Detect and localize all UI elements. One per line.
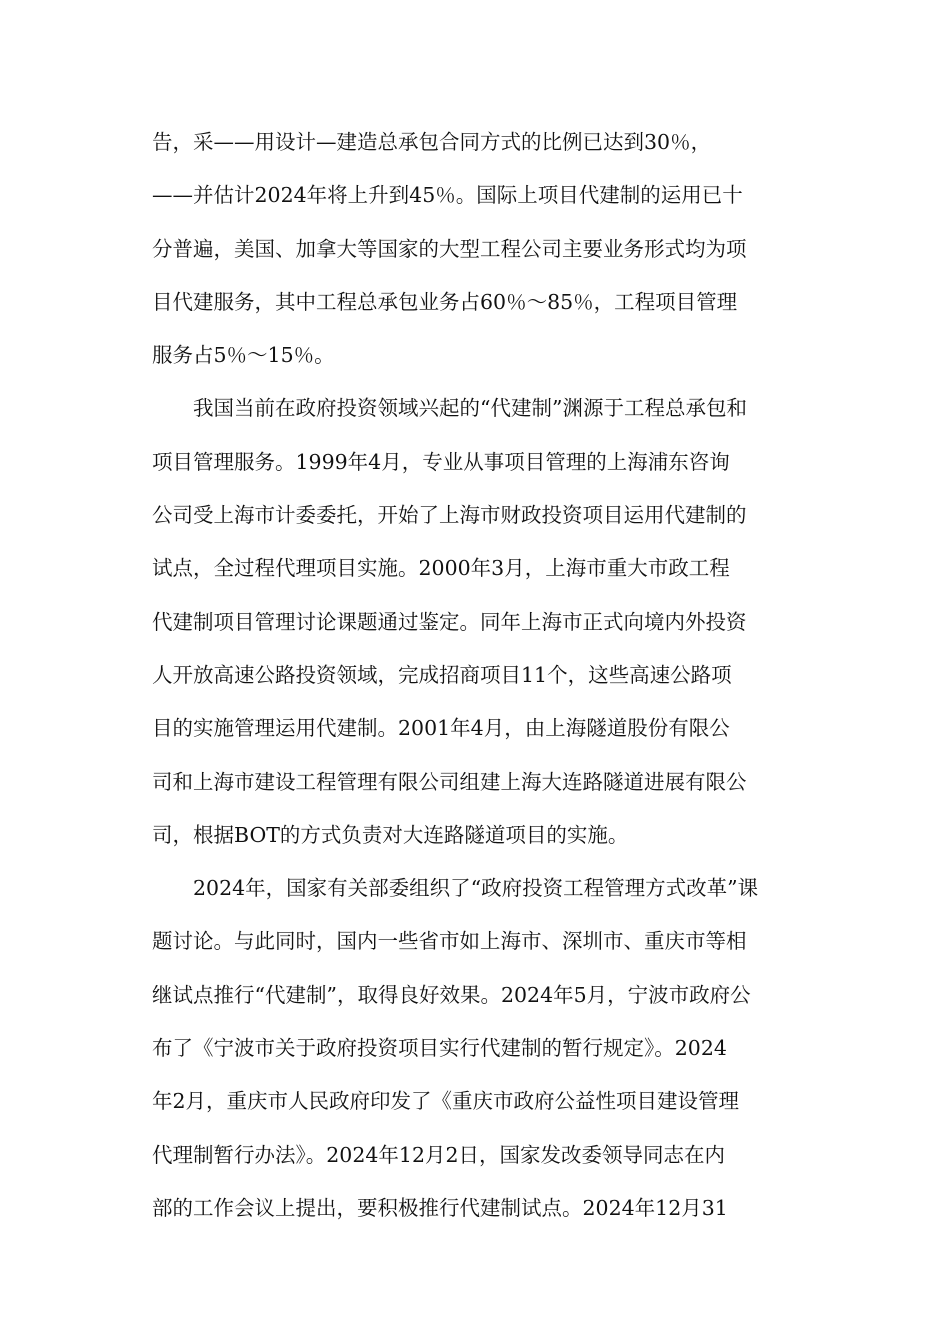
text-line: 部的工作会议上提出，要积极推行代建制试点。2024年12月31 bbox=[152, 1195, 728, 1220]
text-line: ——并估计2024年将上升到45％。国际上项目代建制的运用已十 bbox=[152, 183, 743, 208]
text-line: 代建制项目管理讨论课题通过鉴定。同年上海市正式向境内外投资 bbox=[152, 609, 747, 634]
body-text bbox=[152, 116, 802, 1235]
text-line: 人开放高速公路投资领域，完成招商项目11个，这些高速公路项 bbox=[152, 662, 732, 687]
text-line: 目的实施管理运用代建制。2001年4月，由上海隧道股份有限公 bbox=[152, 716, 730, 741]
paragraph-first-line: 我国当前在政府投资领域兴起的“代建制”渊源于工程总承包和 bbox=[193, 396, 747, 421]
text-line: 项目管理服务。1999年4月，专业从事项目管理的上海浦东咨询 bbox=[152, 449, 730, 474]
text-line: 目代建服务，其中工程总承包业务占60％～85％，工程项目管理 bbox=[152, 289, 738, 314]
text-line: 告，采——用设计—建造总承包合同方式的比例已达到30％， bbox=[152, 130, 712, 154]
text-line: 服务占5％～15％。 bbox=[152, 343, 335, 368]
text-line: 司，根据BOT的方式负责对大连路隧道项目的实施。 bbox=[152, 822, 629, 847]
text-line: 公司受上海市计委委托，开始了上海市财政投资项目运用代建制的 bbox=[152, 503, 747, 528]
text-line: 年2月，重庆市人民政府印发了《重庆市政府公益性项目建设管理 bbox=[152, 1089, 740, 1114]
paragraph-first-line: 2024年，国家有关部委组织了“政府投资工程管理方式改革”课 bbox=[193, 876, 759, 901]
text-line: 分普遍，美国、加拿大等国家的大型工程公司主要业务形式均为项 bbox=[152, 236, 747, 261]
text-line: 代理制暂行办法》。2024年12月2日，国家发改委领导同志在内 bbox=[152, 1142, 726, 1167]
text-line: 试点，全过程代理项目实施。2000年3月，上海市重大市政工程 bbox=[152, 556, 730, 581]
text-line: 继试点推行“代建制”，取得良好效果。2024年5月，宁波市政府公 bbox=[152, 982, 751, 1007]
text-line: 布了《宁波市关于政府投资项目实行代建制的暂行规定》。2024 bbox=[152, 1036, 727, 1061]
text-line: 司和上海市建设工程管理有限公司组建上海大连路隧道进展有限公 bbox=[152, 769, 747, 794]
text-line: 题讨论。与此同时，国内一些省市如上海市、深圳市、重庆市等相 bbox=[152, 929, 747, 954]
